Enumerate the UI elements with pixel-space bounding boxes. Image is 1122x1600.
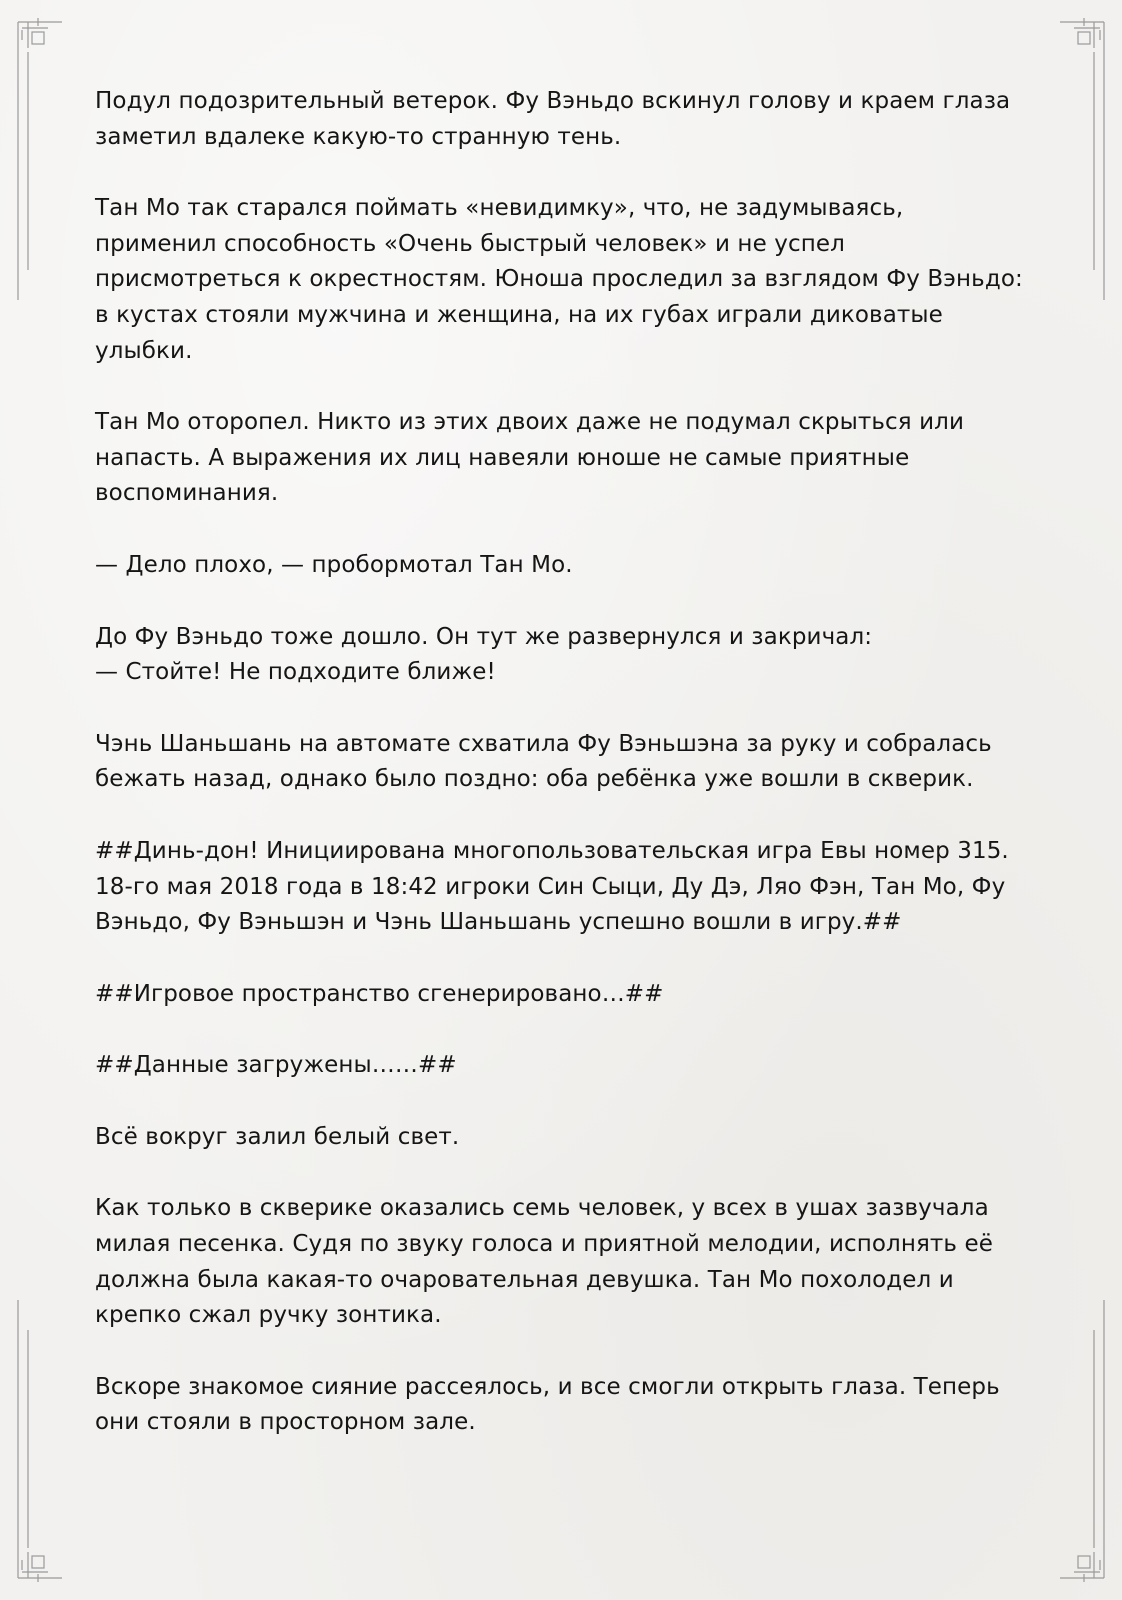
paragraph: Подул подозрительный ветерок. Фу Вэньдо вскинул голову и краем глаза заметил вдалеке какую-то странную тень. [95, 88, 1011, 150]
system-message: ##Динь-дон! Инициирована многопользовательская игра Евы номер 315. 18-го мая 2018 года в 18:42 игроки Син Сыци, Ду Дэ, Ляо Фэн, Тан Мо, Фу Вэньдо, Фу Вэньшэн и Чэнь Шаньшань успешно вошли в игру.## [95, 837, 1009, 936]
corner-ornament-bottom-left [18, 1300, 62, 1582]
paragraph: Вскоре знакомое сияние рассеялось, и все смогли открыть глаза. Теперь они стояли в просторном зале. [95, 1373, 1000, 1436]
system-message: ##Игровое пространство сгенерировано…## [95, 980, 664, 1007]
paragraph: Всё вокруг залил белый свет. [95, 1123, 460, 1150]
paragraph: Как только в скверике оказались семь человек, у всех в ушах зазвучала милая песенка. Судя по звуку голоса и приятной мелодии, исполнять её должна была какая-то очаровательная девушка. Тан Мо похолодел и крепко сжал ручку зонтика. [95, 1195, 993, 1329]
paragraph: Тан Мо так старался поймать «невидимку», что, не задумываясь, применил способность «Очень быстрый человек» и не успел присмотреться к окрестностям. Юноша проследил за взглядом Фу Вэньдо: в кустах стояли мужчина и женщина, на их губах играли диковатые улыбки. [95, 195, 1023, 364]
corner-ornament-bottom-right [1060, 1300, 1104, 1582]
paragraph: — Дело плохо, — пробормотал Тан Мо. [95, 551, 573, 578]
corner-ornament-top-right [1060, 18, 1104, 300]
paragraph: До Фу Вэньдо тоже дошло. Он тут же развернулся и закричал: — Стойте! Не подходите ближе! [95, 623, 873, 686]
chapter-text [95, 84, 1045, 1477]
system-message: ##Данные загружены……## [95, 1052, 457, 1079]
paragraph: Чэнь Шаньшань на автомате схватила Фу Вэньшэна за руку и собралась бежать назад, однако было поздно: оба ребёнка уже вошли в скверик. [95, 730, 992, 793]
paragraph: Тан Мо оторопел. Никто из этих двоих даже не подумал скрыться или напасть. А выражения их лиц навеяли юноше не самые приятные воспоминания. [95, 409, 965, 507]
corner-ornament-top-left [18, 18, 62, 300]
